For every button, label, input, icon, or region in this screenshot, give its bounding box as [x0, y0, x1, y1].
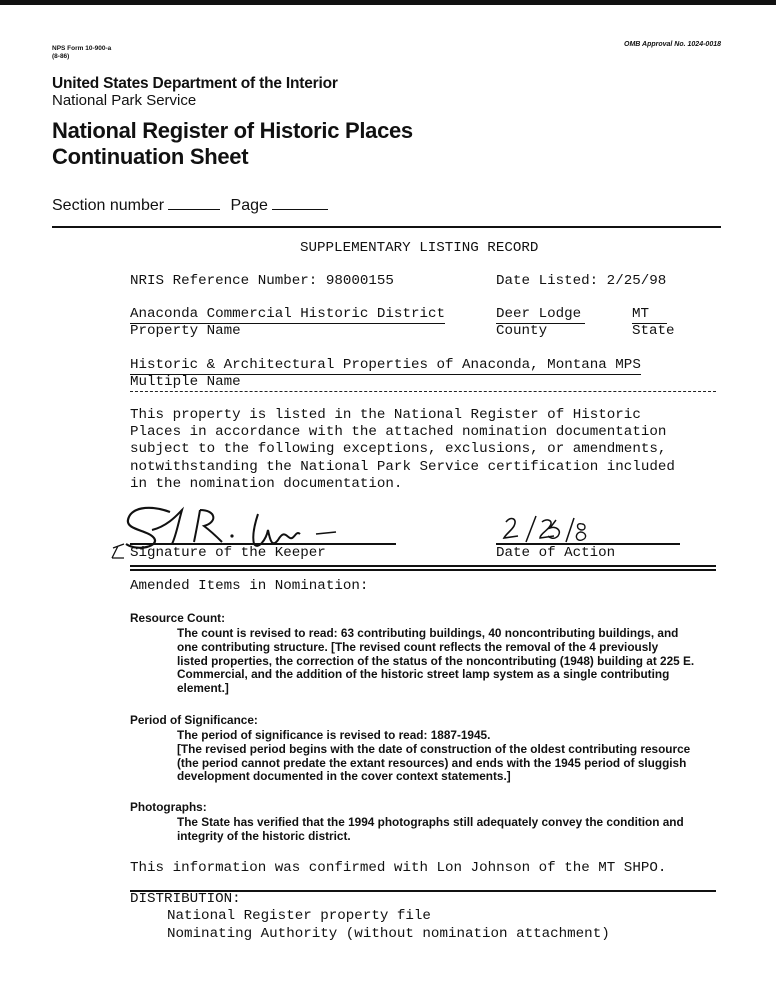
county-label: County: [496, 323, 548, 339]
record-heading: SUPPLEMENTARY LISTING RECORD: [300, 240, 539, 256]
photographs-heading: Photographs:: [130, 800, 207, 814]
amendment-line: integrity of the historic district.: [177, 828, 351, 843]
county-value: Deer Lodge: [496, 306, 585, 324]
amendment-line: [The revised period begins with the date of construction of the oldest contributing resource: [177, 741, 691, 756]
multiple-name: Historic & Architectural Properties of Anaconda, Montana MPS: [130, 357, 641, 373]
statement-line: in the nomination documentation.: [130, 475, 403, 492]
date-of-action-label: Date of Action: [496, 545, 616, 561]
county-field: [496, 306, 585, 322]
state-value: MT: [632, 306, 667, 324]
state-field: [632, 306, 667, 322]
section-page-line: [52, 197, 334, 215]
header-divider: [52, 226, 721, 228]
date-listed: Date Listed: 2/25/98: [496, 273, 667, 289]
page-label: Page: [230, 197, 268, 214]
nris-reference: NRIS Reference Number: 98000155: [130, 273, 394, 289]
page-blank: [272, 209, 328, 210]
multiple-name-label: Multiple Name: [130, 374, 241, 390]
property-name-label: Property Name: [130, 323, 241, 339]
page-title: [52, 118, 413, 170]
omb-approval: OMB Approval No. 1024-0018: [624, 41, 721, 48]
amendment-line: listed properties, the correction of the status of the noncontributing (1948) building at 225 E.: [177, 653, 695, 668]
amendment-line: one contributing structure. [The revised count reflects the removal of the 4 previously: [177, 639, 659, 654]
section-number-label: Section number: [52, 197, 165, 214]
amendment-line: (the period cannot predate the extant resources) and ends with the 1945 period of sluggish: [177, 755, 687, 770]
form-number: NPS Form 10-900-a: [52, 45, 112, 52]
title-line-2: Continuation Sheet: [52, 144, 249, 169]
distribution-heading: DISTRIBUTION:: [130, 891, 241, 907]
distribution-item: National Register property file: [167, 908, 431, 924]
form-date: (8-86): [52, 53, 70, 60]
department-name: United States Department of the Interior: [52, 75, 338, 92]
dashed-separator: [130, 391, 716, 393]
signature-label: Signature of the Keeper: [130, 545, 326, 561]
amendment-line: The period of significance is revised to read: 1887-1945.: [177, 728, 491, 742]
amendment-line: Commercial, and the addition of the historic street lamp system as a single contributing: [177, 667, 670, 682]
resource-count-text: [177, 627, 694, 696]
statement-line: This property is listed in the National Register of Historic: [130, 407, 641, 423]
property-name: Anaconda Commercial Historic District: [130, 306, 446, 322]
amendment-line: element.]: [177, 681, 229, 696]
amendment-line: development documented in the cover context statements.]: [177, 769, 511, 784]
title-line-1: National Register of Historic Places: [52, 118, 413, 143]
statement-line: notwithstanding the National Park Service certification included: [130, 458, 675, 475]
period-text: [177, 729, 690, 784]
photographs-text: [177, 816, 684, 844]
confirmation-note: This information was confirmed with Lon Johnson of the MT SHPO.: [130, 860, 667, 876]
agency-name: National Park Service: [52, 92, 197, 109]
statement-line: Places in accordance with the attached nomination documentation: [130, 424, 667, 441]
double-rule-bottom: [130, 569, 716, 571]
distribution-item: Nominating Authority (without nomination attachment): [167, 925, 610, 942]
distribution-list: [167, 908, 610, 943]
form-id: [52, 45, 111, 61]
top-border: [0, 0, 776, 5]
period-heading: Period of Significance:: [130, 713, 258, 727]
state-label: State: [632, 323, 675, 339]
statement-line: subject to the following exceptions, exclusions, or amendments,: [130, 441, 667, 458]
amendment-line: The count is revised to read: 63 contributing buildings, 40 noncontributing buildings, and: [177, 626, 679, 640]
amendment-line: The State has verified that the 1994 photographs still adequately convey the condition and: [177, 815, 684, 829]
listing-statement: [130, 407, 675, 493]
resource-count-heading: Resource Count:: [130, 611, 226, 625]
double-rule-top: [130, 565, 716, 567]
property-name-field: [130, 306, 445, 322]
amended-heading: Amended Items in Nomination:: [130, 578, 369, 594]
multiple-name-field: [130, 357, 641, 373]
section-number-blank: [168, 209, 220, 210]
